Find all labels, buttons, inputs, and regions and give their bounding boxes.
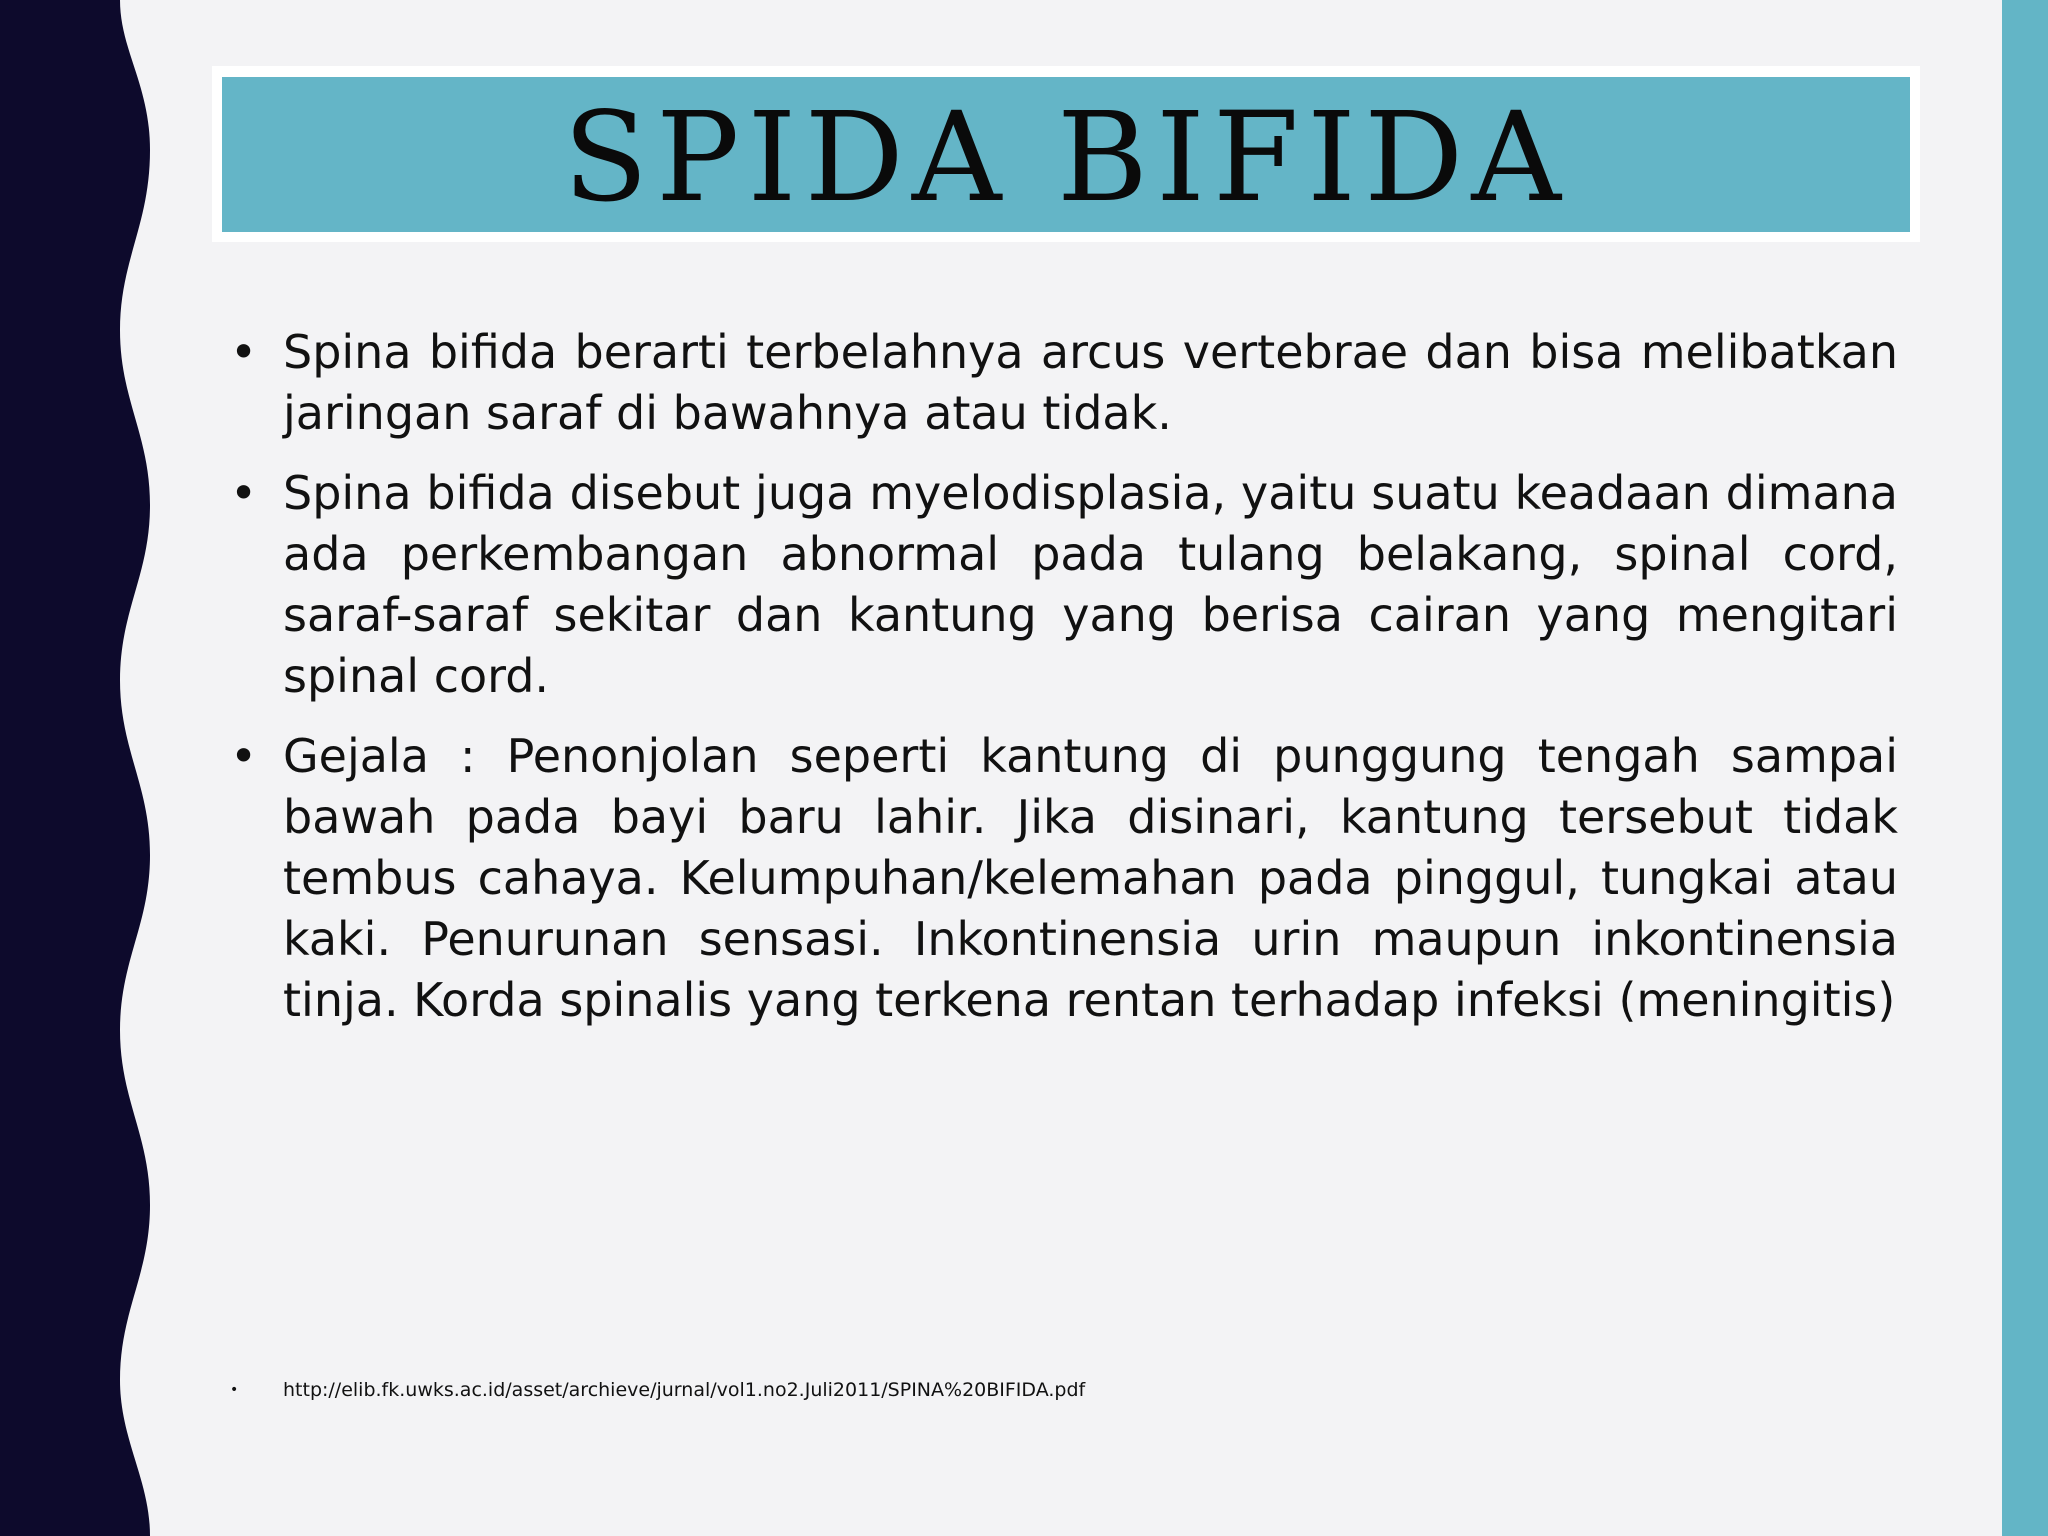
bullet-list	[230, 322, 1898, 1050]
bullet-item-symptoms: • Gejala : Penonjolan seperti kantung di punggung tengah sampai bawah pada bayi baru lahir. Jika disinari, kantung tersebut tidak tembus cahaya. Kelumpuhan/kelemahan pada pinggul, tungkai atau kaki. Penurunan sensasi. Inkontinensia urin maupun inkontinensia tinja. Korda spinalis yang terkena rentan terhadap infeksi (meningitis)	[230, 726, 1898, 1031]
bullet-item-definition: • Spina bifida berarti terbelahnya arcus vertebrae dan bisa melibatkan jaringan saraf di bawahnya atau tidak.	[230, 322, 1898, 444]
left-wave-decoration	[0, 0, 160, 1536]
title-frame	[212, 66, 1920, 242]
slide-title: SPIDA BIFIDA	[563, 85, 1569, 230]
title-banner	[222, 77, 1910, 232]
right-accent-bar	[2002, 0, 2048, 1536]
reference-link[interactable]: • http://elib.fk.uwks.ac.id/asset/archieve/jurnal/vol1.no2.Juli2011/SPINA%20BIFIDA.pdf	[230, 1377, 1898, 1403]
bullet-item-myelodisplasia: • Spina bifida disebut juga myelodisplasia, yaitu suatu keadaan dimana ada perkembangan abnormal pada tulang belakang, spinal cord, saraf-saraf sekitar dan kantung yang berisa cairan yang mengitari spinal cord.	[230, 463, 1898, 707]
reference-list	[230, 1377, 1898, 1403]
